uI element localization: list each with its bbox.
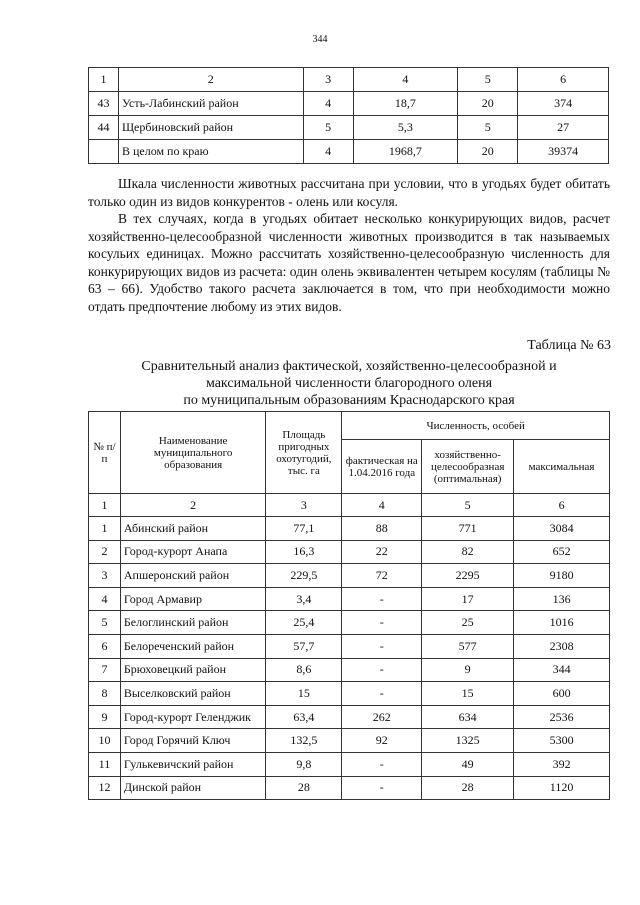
table-cell: 2308: [514, 634, 610, 658]
table-cell: 27: [518, 116, 609, 140]
table-cell: Щербиновский район: [118, 116, 303, 140]
table-cell: 22: [342, 540, 422, 564]
table-cell: 57,7: [266, 634, 342, 658]
table-row: [89, 682, 610, 706]
table-cell: Динской район: [120, 776, 266, 800]
table-cell: 16,3: [266, 540, 342, 564]
table-cell: 5: [89, 611, 121, 635]
table-cell: Город Армавир: [120, 587, 266, 611]
table-row: [89, 92, 609, 116]
table-cell: 132,5: [266, 729, 342, 753]
table-row: [89, 705, 610, 729]
table-cell: Апшеронский район: [120, 564, 266, 588]
table-cell: 9180: [514, 564, 610, 588]
table-cell: 28: [422, 776, 514, 800]
table-cell: 18,7: [353, 92, 458, 116]
table-cell: 20: [458, 92, 518, 116]
table-cell: 374: [518, 92, 609, 116]
table-cell: 771: [422, 517, 514, 541]
table-cell: 25,4: [266, 611, 342, 635]
table-row: [89, 587, 610, 611]
table-cell: 577: [422, 634, 514, 658]
table-cell: 6: [514, 494, 610, 517]
table-cell: 652: [514, 540, 610, 564]
table-cell: 2: [118, 68, 303, 92]
table-cell: 344: [514, 658, 610, 682]
table-cell: 3: [89, 564, 121, 588]
col-header-name: Наименование муниципального образования: [120, 412, 266, 494]
table-cell: 229,5: [266, 564, 342, 588]
table-cell: 136: [514, 587, 610, 611]
table-cell: 15: [422, 682, 514, 706]
table-cell: 5: [303, 116, 353, 140]
table-cell: 82: [422, 540, 514, 564]
table-cell: 88: [342, 517, 422, 541]
table-cell: 2: [89, 540, 121, 564]
col-header-max: максимальная: [514, 440, 610, 494]
table-cell: 8,6: [266, 658, 342, 682]
table-header-row: [89, 68, 609, 92]
table-cell: 4: [303, 140, 353, 164]
table-cell: 2295: [422, 564, 514, 588]
table-cell: 63,4: [266, 705, 342, 729]
table-cell: 77,1: [266, 517, 342, 541]
table-cell: 262: [342, 705, 422, 729]
table-row: [89, 611, 610, 635]
table-cell: 4: [303, 92, 353, 116]
table-row: [89, 752, 610, 776]
table-cell: 5,3: [353, 116, 458, 140]
table-cell: 6: [89, 634, 121, 658]
table-cell: Брюховецкий район: [120, 658, 266, 682]
table-title-line: максимальной численности благородного оленя: [205, 376, 493, 391]
table-cell: 72: [342, 564, 422, 588]
table-row: [89, 564, 610, 588]
table-cell: Выселковский район: [120, 682, 266, 706]
table-cell: 1: [89, 517, 121, 541]
table-cell: 392: [514, 752, 610, 776]
table-cell: -: [342, 682, 422, 706]
table-cell: 12: [89, 776, 121, 800]
table-total-row: [89, 140, 609, 164]
table-cell: 634: [422, 705, 514, 729]
table-cell: Город Горячий Ключ: [120, 729, 266, 753]
table-cell: 5: [422, 494, 514, 517]
table-cell: 17: [422, 587, 514, 611]
table-cell: 49: [422, 752, 514, 776]
continued-table: [88, 67, 609, 164]
table-cell: 39374: [518, 140, 609, 164]
table-cell: 2: [120, 494, 266, 517]
col-header-count: Численность, особей: [342, 412, 610, 440]
table-cell: 4: [353, 68, 458, 92]
table-cell: 1968,7: [353, 140, 458, 164]
table-cell: 5: [458, 116, 518, 140]
table-cell: 4: [89, 587, 121, 611]
table-cell: Белоглинский район: [120, 611, 266, 635]
table-cell: 44: [89, 116, 119, 140]
page-number: 344: [312, 34, 328, 45]
table-cell: 20: [458, 140, 518, 164]
column-numbers-row: [89, 494, 610, 517]
table-title: [88, 358, 610, 409]
table-cell: 1016: [514, 611, 610, 635]
table-cell: -: [342, 587, 422, 611]
table-cell: В целом по краю: [118, 140, 303, 164]
table-cell: 3084: [514, 517, 610, 541]
table-cell: -: [342, 634, 422, 658]
table-cell: 15: [266, 682, 342, 706]
table-row: [89, 634, 610, 658]
table-cell: 92: [342, 729, 422, 753]
table-cell: 9: [422, 658, 514, 682]
table-cell: 43: [89, 92, 119, 116]
col-header-actual: фактическая на 1.04.2016 года: [342, 440, 422, 494]
table-cell: -: [342, 611, 422, 635]
table-cell: -: [342, 752, 422, 776]
table-cell: 28: [266, 776, 342, 800]
table-label: Таблица № 63: [527, 338, 611, 353]
table-cell: 9: [89, 705, 121, 729]
table-cell: 1: [89, 68, 119, 92]
table-cell: [89, 140, 119, 164]
table-cell: -: [342, 776, 422, 800]
table-cell: 1325: [422, 729, 514, 753]
table-cell: Гулькевичский район: [120, 752, 266, 776]
table-cell: 1120: [514, 776, 610, 800]
col-header-area: Площадь пригодных охотугодий, тыс. га: [266, 412, 342, 494]
table-cell: 1: [89, 494, 121, 517]
table-title-line: Сравнительный анализ фактической, хозяйственно-целесообразной и: [141, 359, 557, 374]
table-cell: 3,4: [266, 587, 342, 611]
table-cell: Город-курорт Анапа: [120, 540, 266, 564]
table-cell: 25: [422, 611, 514, 635]
table-row: [89, 729, 610, 753]
table-title-line: по муниципальным образованиям Краснодарского края: [183, 393, 515, 408]
paragraph-scale-note: Шкала численности животных рассчитана при условии, что в угодьях будет обитать только один из видов конкурентов - олень или косуля.: [88, 176, 610, 209]
table-cell: 5: [458, 68, 518, 92]
table-cell: 3: [303, 68, 353, 92]
table-cell: Абинский район: [120, 517, 266, 541]
table-cell: 4: [342, 494, 422, 517]
table-row: [89, 658, 610, 682]
table-cell: 6: [518, 68, 609, 92]
table-cell: Белореченский район: [120, 634, 266, 658]
paragraph-roe-units: В тех случаях, когда в угодьях обитает несколько конкурирующих видов, расчет хозяйственно-целесообразной численности животных производится в так называемых косульих единицах. Можно рассчитать хозяйственно-целесообразную численность для конкурирующих видов из расчета: один олень эквивалентен четырем косулям (таблицы № 63 – 66). Удобство такого расчета заключается в том, что при необходимости можно отдать предпочтение любому из этих видов.: [88, 211, 610, 314]
table-row: [89, 776, 610, 800]
table-cell: 2536: [514, 705, 610, 729]
table-cell: 9,8: [266, 752, 342, 776]
table-cell: 7: [89, 658, 121, 682]
table-cell: 3: [266, 494, 342, 517]
table-cell: 10: [89, 729, 121, 753]
col-header-optimal: хозяйственно-целесообразная (оптимальная): [422, 440, 514, 494]
table-cell: 8: [89, 682, 121, 706]
table-cell: -: [342, 658, 422, 682]
deer-population-table: [88, 411, 610, 800]
table-cell: Город-курорт Геленджик: [120, 705, 266, 729]
table-cell: 5300: [514, 729, 610, 753]
table-row: [89, 517, 610, 541]
table-cell: 600: [514, 682, 610, 706]
table-cell: Усть-Лабинский район: [118, 92, 303, 116]
table-cell: 11: [89, 752, 121, 776]
table-row: [89, 540, 610, 564]
col-header-number: № п/п: [89, 412, 121, 494]
table-row: [89, 116, 609, 140]
